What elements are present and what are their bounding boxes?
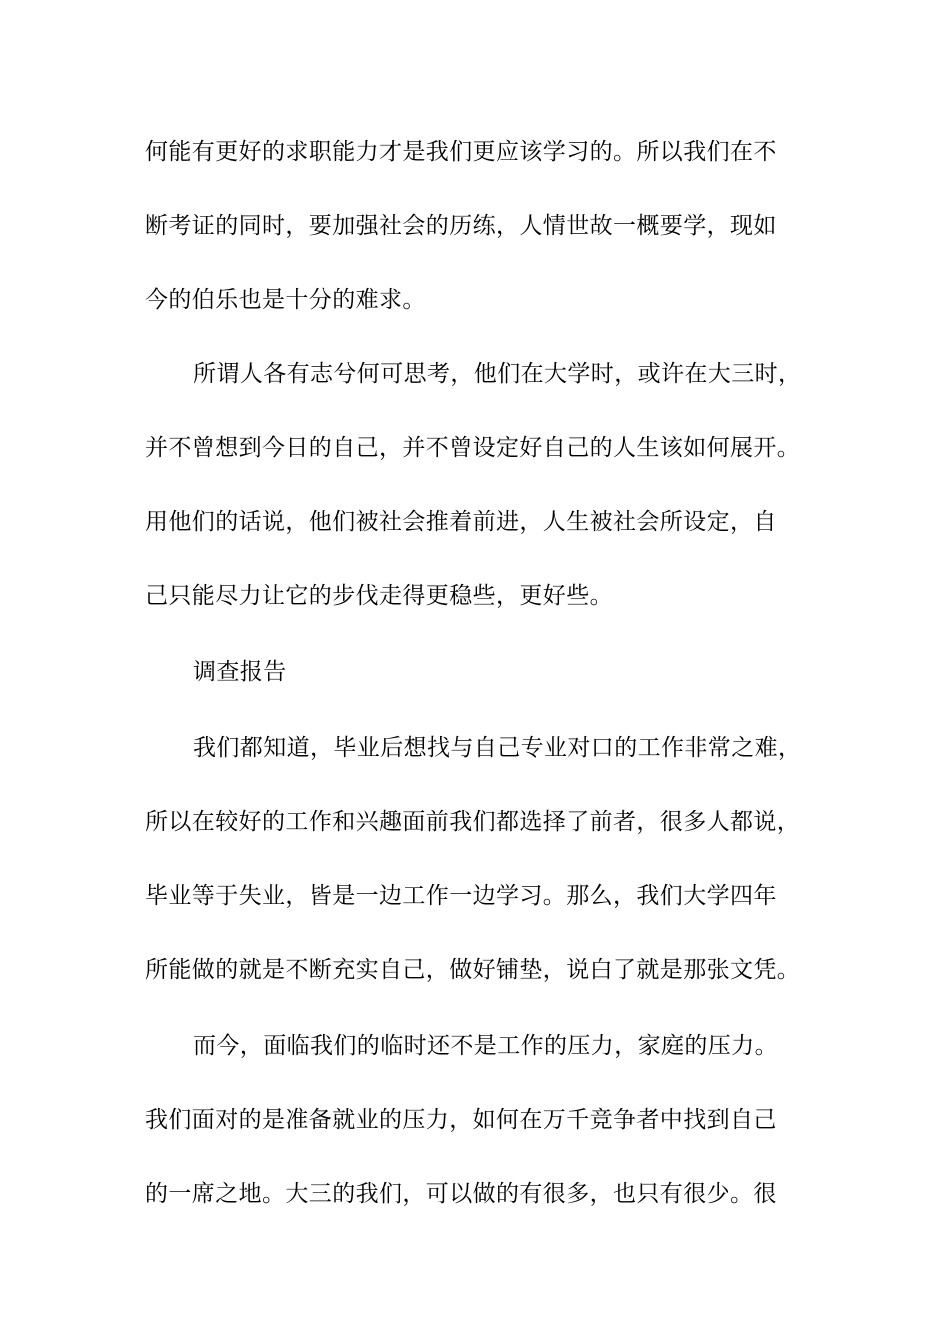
text-line: 并不曾想到今日的自己，并不曾设定好自己的人生该如何展开。 [145, 435, 801, 461]
paragraph-first-line: 我们都知道，毕业后想找与自己专业对口的工作非常之难， [193, 735, 802, 761]
text-line: 己只能尽力让它的步伐走得更稳些，更好些。 [145, 583, 613, 609]
text-line: 我们面对的是准备就业的压力，如何在万千竞争者中找到自己 [145, 1107, 777, 1133]
text-line: 的一席之地。大三的我们，可以做的有很多，也只有很少。很 [145, 1181, 777, 1207]
text-line: 所能做的就是不断充实自己，做好铺垫，说白了就是那张文凭。 [145, 957, 801, 983]
text-line: 何能有更好的求职能力才是我们更应该学习的。所以我们在不 [145, 139, 777, 165]
paragraph-first-line: 所谓人各有志兮何可思考，他们在大学时，或许在大三时， [193, 361, 802, 387]
text-line: 用他们的话说，他们被社会推着前进，人生被社会所设定，自 [145, 509, 777, 535]
text-line: 今的伯乐也是十分的难求。 [145, 287, 426, 313]
text-line: 毕业等于失业，皆是一边工作一边学习。那么，我们大学四年 [145, 883, 777, 909]
text-line: 所以在较好的工作和兴趣面前我们都选择了前者，很多人都说， [145, 809, 801, 835]
section-heading: 调查报告 [193, 659, 287, 685]
paragraph-first-line: 而今，面临我们的临时还不是工作的压力，家庭的压力。 [193, 1033, 778, 1059]
text-line: 断考证的同时，要加强社会的历练，人情世故一概要学，现如 [145, 213, 777, 239]
